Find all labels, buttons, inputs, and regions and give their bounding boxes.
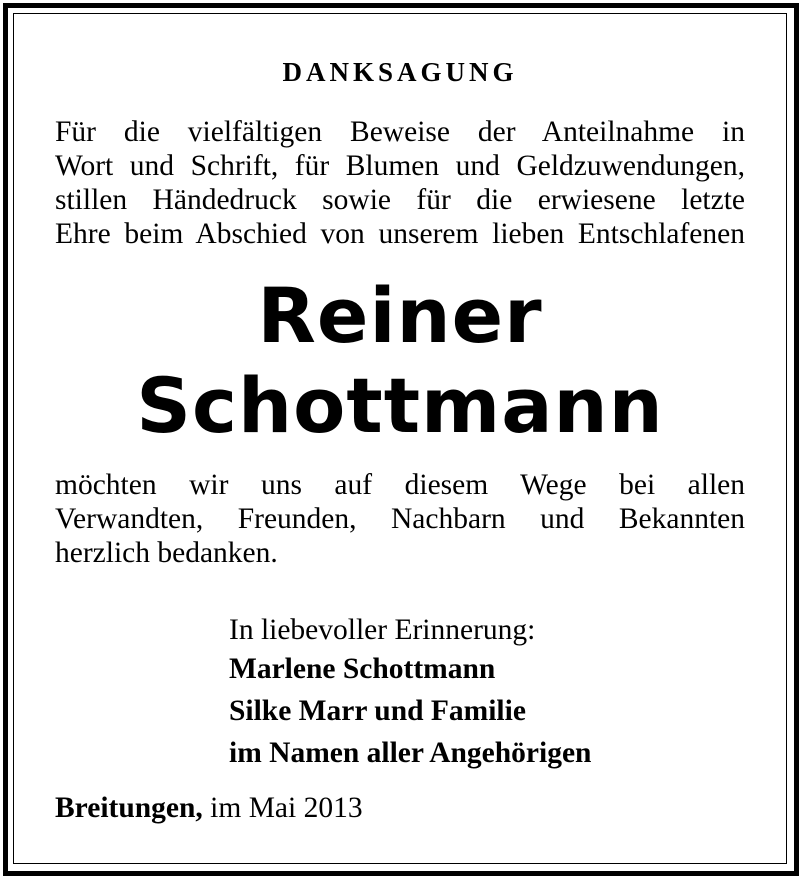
date: im Mai 2013 <box>210 792 363 824</box>
closing-intro: In liebevoller Erinnerung: <box>229 614 536 646</box>
intro-line: Für die vielfältigen Beweise der Anteilnahme in <box>55 116 745 148</box>
intro-line: stillen Händedruck sowie für die erwiesene letzte <box>55 184 745 216</box>
intro-paragraph <box>55 115 745 251</box>
signer-line: Marlene Schottmann <box>229 653 496 685</box>
place-date-line <box>55 790 363 826</box>
closing-block <box>229 612 591 774</box>
intro-line: Wort und Schrift, für Blumen und Geldzuwendungen, <box>55 150 745 182</box>
thanks-line: herzlich bedanken. <box>55 537 278 569</box>
thanks-line: möchten wir uns auf diesem Wege bei allen <box>55 469 745 501</box>
place: Breitungen, <box>55 792 203 824</box>
notice-title: DANKSAGUNG <box>282 57 518 87</box>
deceased-last-name: Schottmann <box>136 361 664 450</box>
signer-line: Silke Marr und Familie <box>229 695 526 727</box>
thanks-paragraph <box>55 468 745 570</box>
intro-line: Ehre beim Abschied von unserem lieben Entschlafenen <box>55 218 745 250</box>
deceased-first-name: Reiner <box>257 271 543 360</box>
signer-line: im Namen aller Angehörigen <box>229 737 592 769</box>
thanks-line: Verwandten, Freunden, Nachbarn und Bekannten <box>55 503 745 535</box>
